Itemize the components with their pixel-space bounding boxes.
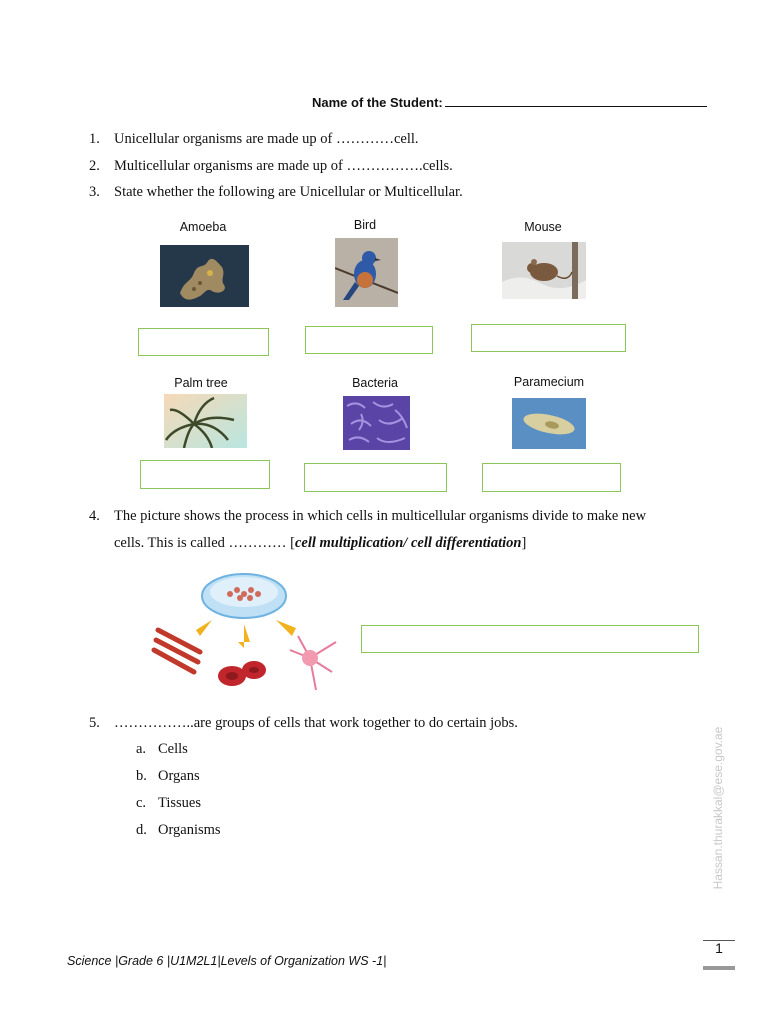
question-text: ……………..are groups of cells that work together to do certain jobs. [114,715,518,731]
option-text: Organisms [158,822,221,838]
question-text: Multicellular organisms are made up of …………….cells. [114,158,453,174]
question-text-end: ] [521,535,527,551]
question-number: 5. [89,715,100,731]
question-number: 2. [89,158,100,174]
organism-label-amoeba: Amoeba [179,220,227,234]
answer-box-question-4[interactable] [361,625,699,653]
palm-tree-image [164,394,247,448]
answer-box-paramecium[interactable] [482,463,621,492]
option-letter: a. [136,741,147,757]
student-name-blank[interactable] [445,94,707,107]
question-text: The picture shows the process in which cells in multicellular organisms divide to make new [114,508,647,524]
question-text: State whether the following are Unicellular or Multicellular. [114,184,463,200]
question-4-line-2 [114,533,526,553]
question-text: Unicellular organisms are made up of …………cell. [114,131,419,147]
option-text: Cells [158,741,188,757]
answer-box-palm-tree[interactable] [140,460,270,489]
footer-text: Science |Grade 6 |U1M2L1|Levels of Organization WS -1| [67,954,387,968]
mouse-image [502,242,586,299]
question-text: cells. This is called ………… [ [114,535,295,551]
option-text: Tissues [158,795,201,811]
organism-label-mouse: Mouse [524,220,562,234]
bacteria-image [343,396,410,450]
option-letter: d. [136,822,147,838]
question-number: 4. [89,508,100,524]
option-letter: c. [136,795,147,811]
organism-label-bird: Bird [353,218,377,232]
question-number: 3. [89,184,100,200]
answer-box-bacteria[interactable] [304,463,447,492]
paramecium-image [512,398,586,449]
organism-label-palm-tree: Palm tree [174,376,228,390]
organism-label-paramecium: Paramecium [513,375,585,389]
option-letter: b. [136,768,147,784]
organism-label-bacteria: Bacteria [352,376,398,390]
option-text: Organs [158,768,200,784]
answer-box-mouse[interactable] [471,324,626,352]
amoeba-image [160,245,249,307]
bird-image [335,238,398,307]
answer-box-amoeba[interactable] [138,328,269,356]
answer-box-bird[interactable] [305,326,433,354]
student-name-label: Name of the Student: [312,95,443,110]
page-number-bar [703,966,735,970]
page-number: 1 [715,940,723,956]
question-number: 1. [89,131,100,147]
student-name-field[interactable] [312,94,707,110]
question-choices: cell multiplication/ cell differentiation [294,535,522,551]
email-watermark: Hassan.thurakkal@ese.gov.ae [711,726,725,890]
cell-differentiation-diagram [150,566,345,700]
